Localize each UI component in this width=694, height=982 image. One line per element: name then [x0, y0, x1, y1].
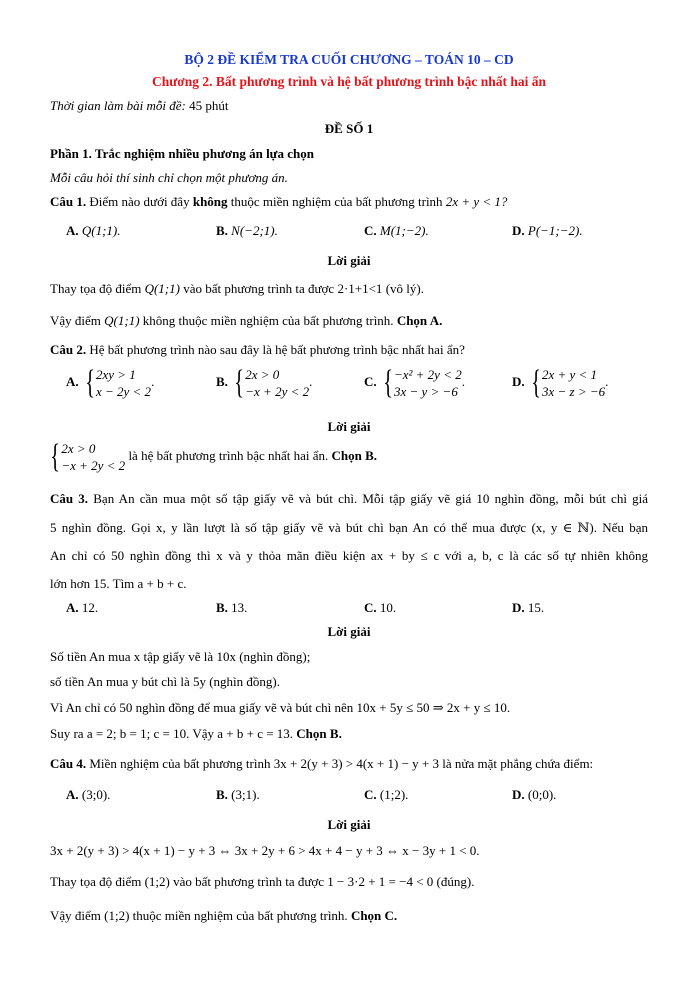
q3-solution-line-1: Số tiền An mua x tập giấy vẽ là 10x (nghìn đồng); [50, 649, 311, 664]
question-3-line-2: 5 nghìn đồng. Gọi x, y lần lượt là số tập giấy vẽ và bút chì bạn An có thể mua được (x, y ∈ ℕ). Nếu bạn [50, 520, 648, 535]
option-d[interactable]: D. P(−1;−2). [512, 223, 583, 238]
option-b[interactable]: B. (3;1). [216, 787, 260, 802]
solution-heading-1: Lời giải [327, 253, 371, 268]
question-4-options [66, 787, 648, 805]
option-d[interactable]: D. 15. [512, 600, 545, 615]
document-title: BỘ 2 ĐỀ KIỂM TRA CUỐI CHƯƠNG – TOÁN 10 – CD [184, 52, 514, 67]
brace-icon: { [234, 364, 244, 401]
solution-heading-4: Lời giải [327, 817, 371, 832]
q2-solution: { 2x > 0 −x + 2y < 2 là hệ bất phương trình bậc nhất hai ẩn. Chọn B. [50, 438, 378, 475]
q4-solution-line-1: 3x + 2(y + 3) > 4(x + 1) − y + 3 ⇔ 3x + 2y + 6 > 4x + 4 − y + 3 ⇔ x − 3y + 1 < 0. [50, 843, 480, 858]
brace-icon: { [382, 364, 393, 401]
question-3-line-4: lớn hơn 15. Tìm a + b + c. [50, 576, 187, 591]
option-a[interactable]: A. 12. [66, 600, 99, 615]
option-b[interactable]: B. 13. [216, 600, 248, 615]
solution-heading-2: Lời giải [327, 419, 371, 434]
time-limit: Thời gian làm bài mỗi đề: 45 phút [50, 98, 229, 113]
option-d[interactable]: D. (0;0). [512, 787, 557, 802]
brace-icon: { [50, 438, 61, 475]
question-1: Câu 1. Điểm nào dưới đây không thuộc miền nghiệm của bất phương trình 2x + y < 1? [50, 194, 508, 209]
part-heading: Phần 1. Trắc nghiệm nhiều phương án lựa chọn [50, 146, 314, 161]
q3-solution-line-3: Vì An chỉ có 50 nghìn đồng để mua giấy vẽ và bút chì nên 10x + 5y ≤ 50 ⇒ 2x + y ≤ 10. [50, 700, 511, 715]
q3-solution-line-4: Suy ra a = 2; b = 1; c = 10. Vậy a + b + c = 13. Chọn B. [50, 726, 342, 741]
option-b[interactable]: B. N(−2;1). [216, 223, 278, 238]
option-c[interactable]: C. { −x² + 2y < 2 3x − y > −6 . [364, 364, 465, 401]
question-4: Câu 4. Miền nghiệm của bất phương trình 3x + 2(y + 3) > 4(x + 1) − y + 3 là nửa mặt phẳng chứa điểm: [50, 756, 594, 771]
question-2-options [66, 366, 648, 406]
q4-solution-line-3: Vậy điểm (1;2) thuộc miền nghiệm của bất phương trình. Chọn C. [50, 908, 398, 923]
option-a[interactable]: A. Q(1;1). [66, 223, 121, 238]
question-1-options [66, 223, 648, 241]
q1-solution-line-2: Vậy điểm Q(1;1) không thuộc miền nghiệm của bất phương trình. Chọn A. [50, 313, 443, 328]
q1-solution-line-1: Thay tọa độ điểm Q(1;1) vào bất phương trình ta được 2·1+1<1 (vô lý). [50, 281, 424, 296]
option-b[interactable]: B. { 2x > 0 −x + 2y < 2 . [216, 364, 313, 401]
option-c[interactable]: C. 10. [364, 600, 397, 615]
q4-solution-line-2: Thay tọa độ điểm (1;2) vào bất phương trình ta được 1 − 3·2 + 1 = −4 < 0 (đúng). [50, 874, 475, 889]
solution-heading-3: Lời giải [327, 624, 371, 639]
part-instruction: Mỗi câu hỏi thí sinh chỉ chọn một phương án. [50, 170, 288, 185]
brace-icon: { [530, 364, 541, 401]
question-3-line-1: Câu 3. Bạn An cần mua một số tập giấy vẽ và bút chì. Mỗi tập giấy vẽ giá 10 nghìn đồng, mỗi bút chì giá [50, 491, 649, 506]
exam-number: ĐỀ SỐ 1 [324, 121, 374, 136]
option-a[interactable]: A. { 2xy > 1 x − 2y < 2 . [66, 364, 155, 401]
option-c[interactable]: C. (1;2). [364, 787, 409, 802]
q3-solution-line-2: số tiền An mua y bút chì là 5y (nghìn đồng). [50, 674, 281, 689]
question-3-options [66, 600, 648, 618]
brace-icon: { [84, 364, 95, 401]
question-3-line-3: An chỉ có 50 nghìn đồng thì x và y thỏa mãn điều kiện ax + by ≤ c với a, b, c là các số tự nhiên không [50, 548, 648, 563]
question-2: Câu 2. Hệ bất phương trình nào sau đây là hệ bất phương trình bậc nhất hai ẩn? [50, 342, 465, 357]
option-a[interactable]: A. (3;0). [66, 787, 111, 802]
document-subtitle: Chương 2. Bất phương trình và hệ bất phương trình bậc nhất hai ẩn [151, 74, 547, 89]
option-d[interactable]: D. { 2x + y < 1 3x − z > −6 . [512, 364, 609, 401]
option-c[interactable]: C. M(1;−2). [364, 223, 429, 238]
